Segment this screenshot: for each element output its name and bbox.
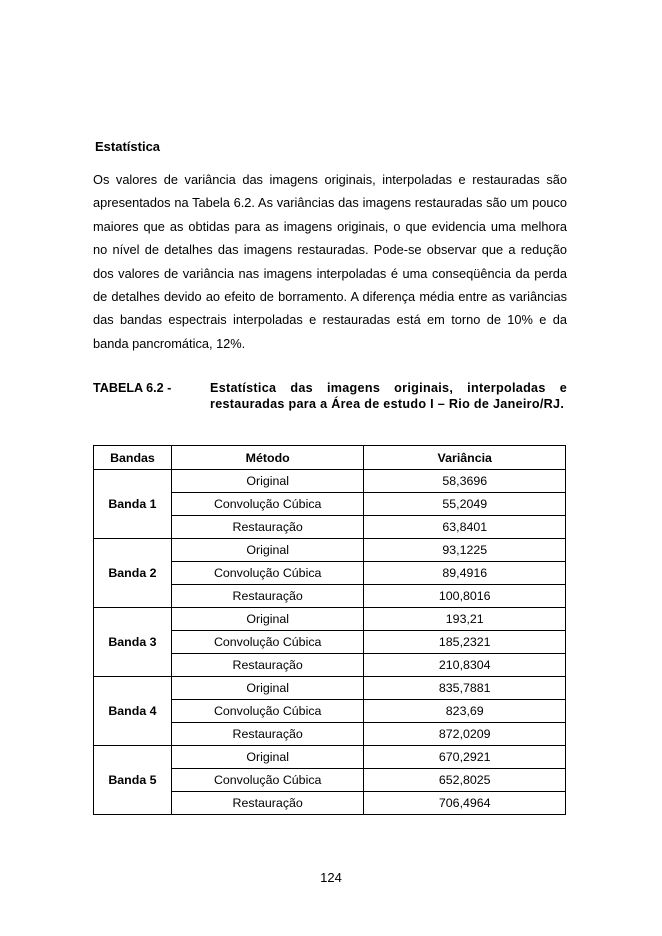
method-cell: Original xyxy=(171,539,364,562)
table-row xyxy=(94,608,566,631)
section-heading: Estatística xyxy=(95,139,161,154)
method-cell: Restauração xyxy=(171,585,364,608)
variance-cell: 63,8401 xyxy=(364,516,566,539)
method-cell: Restauração xyxy=(171,723,364,746)
variance-cell: 193,21 xyxy=(364,608,566,631)
band-cell: Banda 1 xyxy=(94,470,172,539)
table-caption-text: Estatística das imagens originais, interpoladas e restauradas para a Área de estudo I – Rio de Janeiro/RJ. xyxy=(210,381,567,411)
method-cell: Restauração xyxy=(171,516,364,539)
band-cell: Banda 5 xyxy=(94,746,172,815)
variance-cell: 872,0209 xyxy=(364,723,566,746)
method-cell: Original xyxy=(171,677,364,700)
variance-cell: 89,4916 xyxy=(364,562,566,585)
method-cell: Convolução Cúbica xyxy=(171,562,364,585)
method-cell: Convolução Cúbica xyxy=(171,769,364,792)
table-caption xyxy=(93,381,567,412)
variance-cell: 706,4964 xyxy=(364,792,566,815)
table-row xyxy=(94,677,566,700)
variance-cell: 58,3696 xyxy=(364,470,566,493)
column-header-metodo: Método xyxy=(171,446,364,470)
method-cell: Original xyxy=(171,470,364,493)
page-number: 124 xyxy=(320,870,342,885)
method-cell: Original xyxy=(171,746,364,769)
method-cell: Restauração xyxy=(171,792,364,815)
table-row xyxy=(94,470,566,493)
table-row xyxy=(94,746,566,769)
method-cell: Original xyxy=(171,608,364,631)
table-row xyxy=(94,539,566,562)
body-paragraph: Os valores de variância das imagens originais, interpoladas e restauradas são apresentados na Tabela 6.2. As variâncias das imagens restauradas são um pouco maiores que as obtidas para as imagens originais, o que evidencia uma melhora no nível de detalhes das imagens restauradas. Pode-se observar que a redução dos valores de variância nas imagens interpoladas é uma conseqüência da perda de detalhes devido ao efeito de borramento. A diferença média entre as variâncias das bandas espectrais interpoladas e restauradas está em torno de 10% e da banda pancromática, 12%. xyxy=(93,172,567,351)
band-cell: Banda 4 xyxy=(94,677,172,746)
variance-cell: 93,1225 xyxy=(364,539,566,562)
variance-cell: 185,2321 xyxy=(364,631,566,654)
variance-cell: 835,7881 xyxy=(364,677,566,700)
table-caption-label: TABELA 6.2 - xyxy=(93,381,172,395)
variance-cell: 55,2049 xyxy=(364,493,566,516)
column-header-variancia: Variância xyxy=(364,446,566,470)
variance-cell: 100,8016 xyxy=(364,585,566,608)
table-header-row xyxy=(94,446,566,470)
method-cell: Convolução Cúbica xyxy=(171,493,364,516)
variance-table xyxy=(93,445,566,815)
band-cell: Banda 2 xyxy=(94,539,172,608)
variance-cell: 210,8304 xyxy=(364,654,566,677)
variance-cell: 670,2921 xyxy=(364,746,566,769)
variance-cell: 823,69 xyxy=(364,700,566,723)
method-cell: Convolução Cúbica xyxy=(171,631,364,654)
method-cell: Restauração xyxy=(171,654,364,677)
column-header-bandas: Bandas xyxy=(94,446,172,470)
band-cell: Banda 3 xyxy=(94,608,172,677)
method-cell: Convolução Cúbica xyxy=(171,700,364,723)
table-body xyxy=(94,470,566,815)
variance-cell: 652,8025 xyxy=(364,769,566,792)
